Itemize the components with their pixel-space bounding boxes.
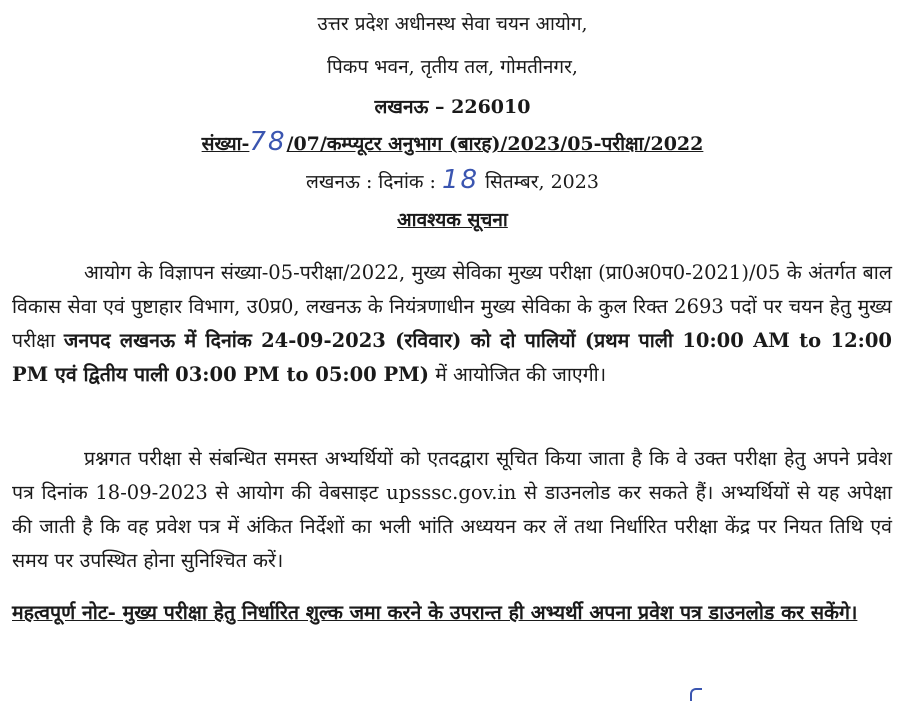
- org-city: लखनऊ – 226010: [374, 96, 531, 118]
- org-address: पिकप भवन, तृतीय तल, गोमतीनगर,: [327, 56, 578, 78]
- paragraph-schedule: [12, 256, 892, 392]
- paragraph-schedule-text-a: आयोग के विज्ञापन संख्या-05-परीक्षा/2022, मुख्य सेविका मुख्य परीक्षा (प्रा0अ0प0-2021)/05 के अंतर्गत बाल विकास सेवा एवं पुष्टाहार विभाग, उ0प्र0, लखनऊ के नियंत्रणाधीन मुख्य सेविका के कुल रिक्त 2693 पदों पर चयन हेतु मुख्य परीक्षा: [12, 261, 892, 352]
- paragraph-schedule-exam-details: जनपद लखनऊ में दिनांक 24-09-2023 (रविवार) को दो पालियों (प्रथम पाली 10:00 AM to 12:00 PM एवं द्वितीय पाली 03:00 PM to 05:00 PM): [12, 329, 892, 386]
- reference-prefix: संख्या-: [201, 133, 250, 155]
- notice-title: आवश्यक सूचना: [397, 209, 508, 231]
- paragraph-schedule-text-c: में आयोजित की जाएगी।: [429, 363, 607, 386]
- important-note: महत्वपूर्ण नोट- मुख्य परीक्षा हेतु निर्धारित शुल्क जमा करने के उपरान्त ही अभ्यर्थी अपना प्रवेश पत्र डाउनलोड कर सकेंगे।: [12, 601, 858, 624]
- paragraph-admit-card-text: प्रश्नगत परीक्षा से संबन्धित समस्त अभ्यर्थियों को एतदद्वारा सूचित किया जाता है कि वे उक्त परीक्षा हेतु अपने प्रवेश पत्र दिनांक 18-09-2023 से आयोग की वेबसाइट upsssc.gov.in से डाउनलोड कर सकते हैं। अभ्यर्थियों से यह अपेक्षा की जाती है कि वह प्रवेश पत्र में अंकित निर्देशों का भली भांति अध्ययन कर लें तथा निर्धारित परीक्षा केंद्र पर नियत तिथि एवं समय पर उपस्थित होना सुनिश्चित करें।: [12, 447, 892, 572]
- handwritten-date-day: 18: [441, 165, 480, 195]
- paragraph-admit-card: [12, 442, 892, 578]
- reference-number: [150, 127, 755, 157]
- date-suffix: सितम्बर, 2023: [485, 171, 599, 193]
- signature-stroke: [690, 688, 702, 701]
- date-line: [0, 165, 905, 195]
- org-name: उत्तर प्रदेश अधीनस्थ सेवा चयन आयोग,: [317, 13, 588, 35]
- reference-suffix: /07/कम्प्यूटर अनुभाग (बारह)/2023/05-परीक्षा/2022: [286, 133, 704, 155]
- handwritten-ref-number: 78: [249, 127, 287, 157]
- date-prefix: लखनऊ : दिनांक :: [306, 171, 436, 193]
